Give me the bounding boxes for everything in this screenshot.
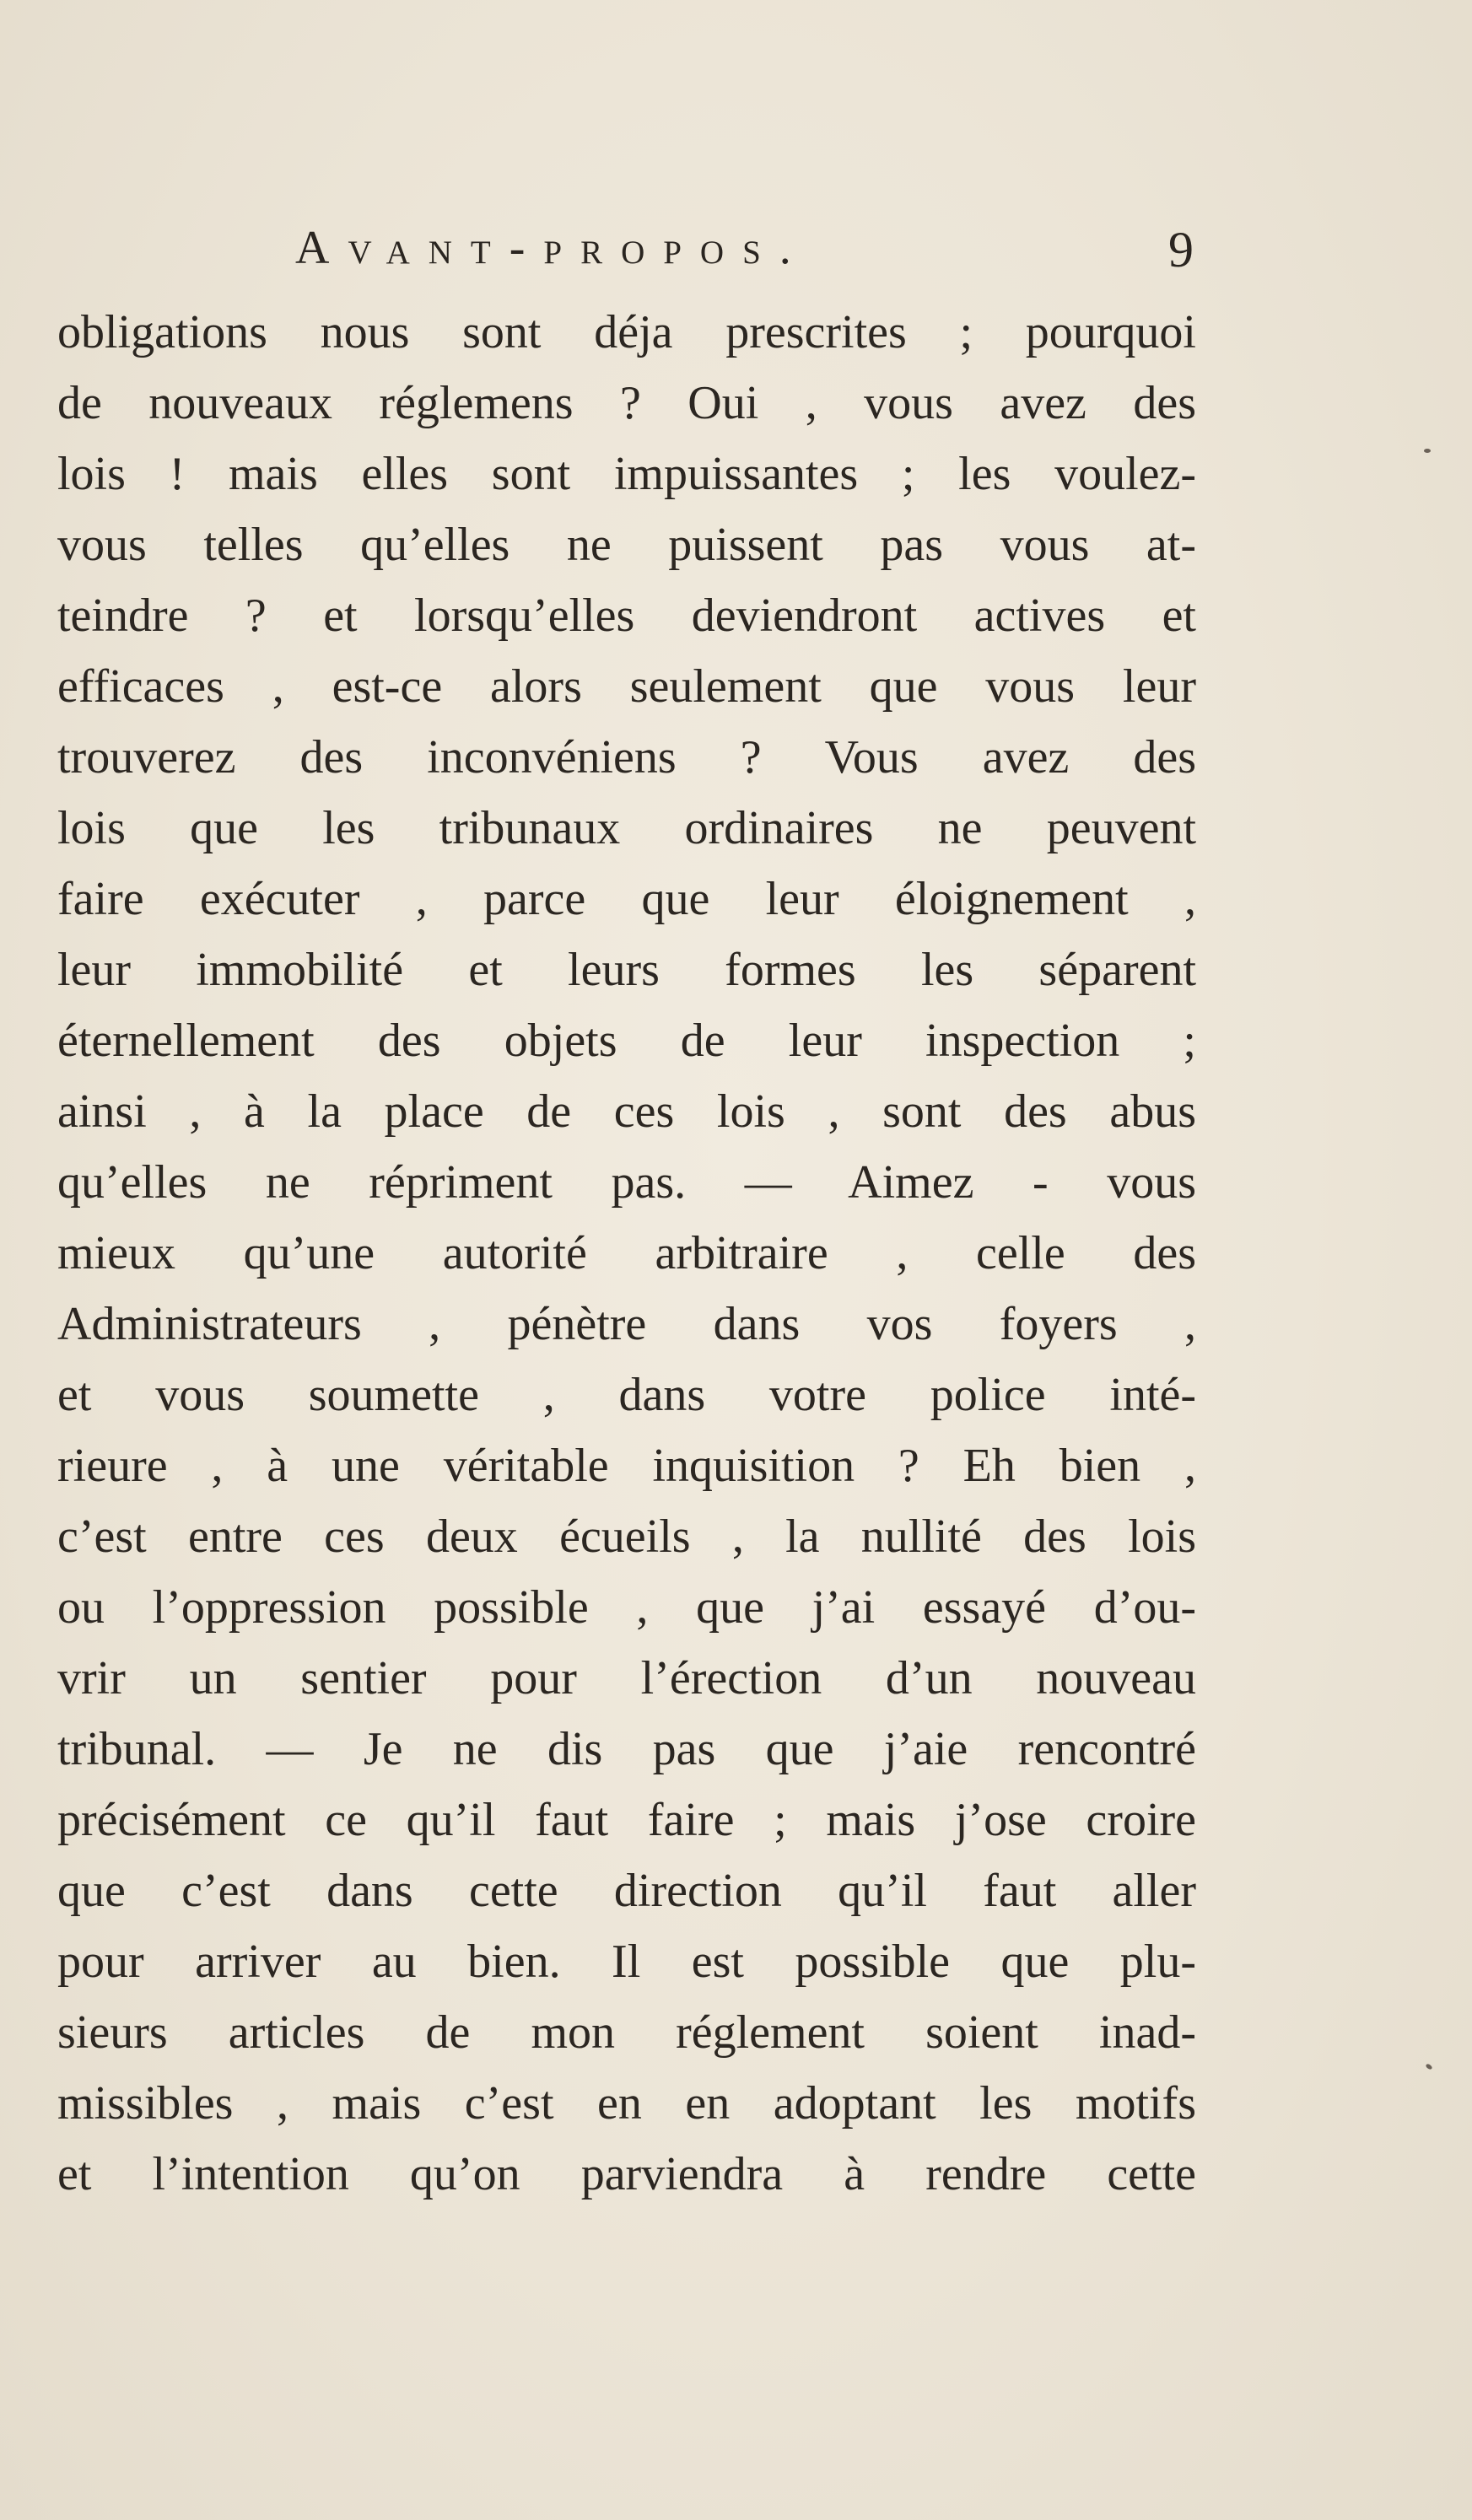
text-line: efficaces , est-ce alors seulement que vous leur bbox=[57, 660, 1196, 713]
text-line: vrir un sentier pour l’érection d’un nouveau bbox=[57, 1652, 1196, 1704]
text-line: faire exécuter , parce que leur éloignement , bbox=[57, 873, 1196, 925]
text-line: rieure , à une véritable inquisition ? Eh bien , bbox=[57, 1440, 1196, 1492]
text-line: c’est entre ces deux écueils , la nullité des lois bbox=[57, 1510, 1196, 1563]
text-line: de nouveaux réglemens ? Oui , vous avez des bbox=[57, 377, 1196, 429]
running-head: Avant-propos. bbox=[295, 222, 810, 274]
text-line: pour arriver au bien. Il est possible que plu- bbox=[57, 1936, 1196, 1988]
text-line: et l’intention qu’on parviendra à rendre cette bbox=[57, 2148, 1196, 2200]
body-text bbox=[57, 297, 1196, 2210]
text-line: sieurs articles de mon réglement soient inad- bbox=[57, 2006, 1196, 2059]
text-line: ou l’oppression possible , que j’ai essayé d’ou- bbox=[57, 1581, 1196, 1634]
text-line: et vous soumette , dans votre police inté- bbox=[57, 1369, 1196, 1421]
text-line: ainsi , à la place de ces lois , sont des abus bbox=[57, 1085, 1196, 1138]
text-line: éternellement des objets de leur inspection ; bbox=[57, 1015, 1196, 1067]
text-line: leur immobilité et leurs formes les séparent bbox=[57, 944, 1196, 996]
page-number: 9 bbox=[1168, 222, 1194, 277]
text-line: précisément ce qu’il faut faire ; mais j’ose croire bbox=[57, 1794, 1196, 1846]
text-line: mieux qu’une autorité arbitraire , celle des bbox=[57, 1227, 1196, 1279]
paper-speck bbox=[1425, 2063, 1432, 2070]
text-line: qu’elles ne répriment pas. — Aimez - vous bbox=[57, 1156, 1196, 1209]
paper-speck bbox=[1424, 449, 1431, 453]
text-line: obligations nous sont déja prescrites ; pourquoi bbox=[57, 306, 1196, 358]
text-line: lois que les tribunaux ordinaires ne peuvent bbox=[57, 802, 1196, 854]
text-line: teindre ? et lorsqu’elles deviendront actives et bbox=[57, 590, 1196, 642]
text-line: Administrateurs , pénètre dans vos foyers , bbox=[57, 1298, 1196, 1350]
text-line: vous telles qu’elles ne puissent pas vous at- bbox=[57, 519, 1196, 571]
text-line: que c’est dans cette direction qu’il faut aller bbox=[57, 1865, 1196, 1917]
text-line: trouverez des inconvéniens ? Vous avez des bbox=[57, 731, 1196, 783]
text-line: tribunal. — Je ne dis pas que j’aie rencontré bbox=[57, 1723, 1196, 1775]
page-header bbox=[295, 221, 1194, 280]
text-line: lois ! mais elles sont impuissantes ; les voulez- bbox=[57, 448, 1196, 500]
text-line: missibles , mais c’est en en adoptant les motifs bbox=[57, 2077, 1196, 2130]
